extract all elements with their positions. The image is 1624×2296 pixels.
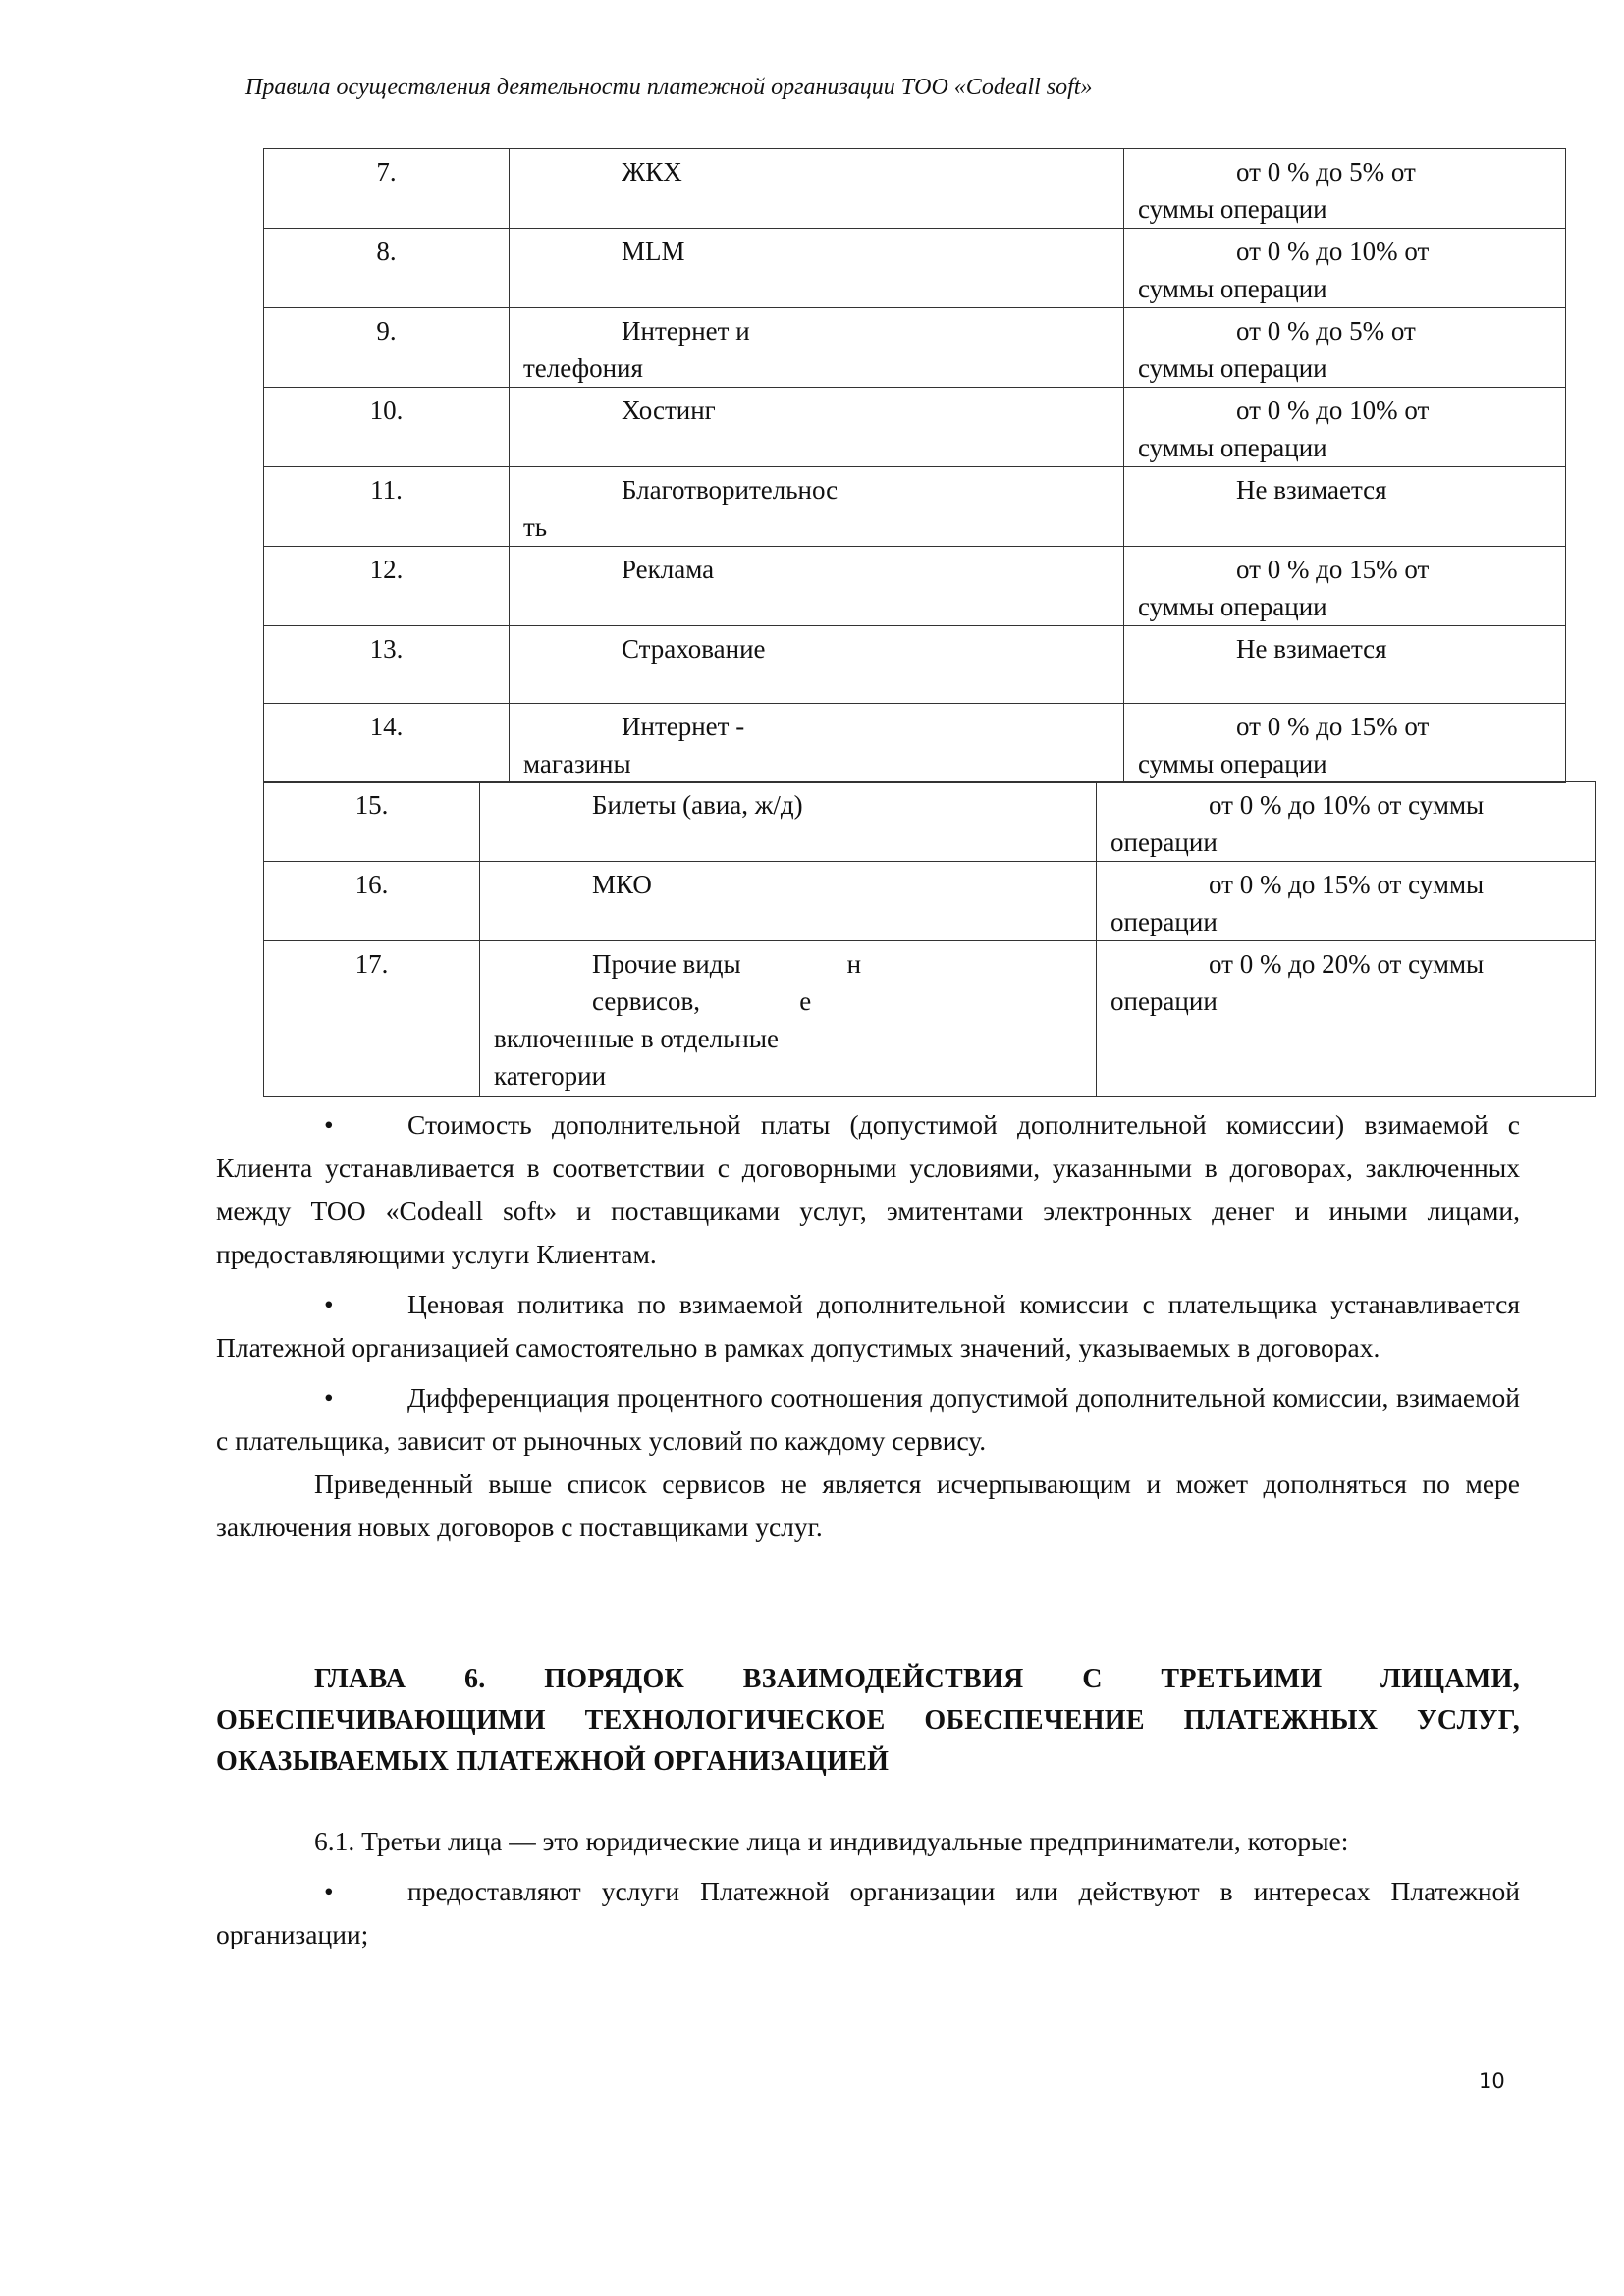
- clause-6-1: 6.1. Третьи лица — это юридические лица и индивидуальные предприниматели, которые:: [314, 1826, 1349, 1856]
- service-name: Благотворительнос ть: [510, 467, 1124, 547]
- fee-value: от 0 % до 5% от суммы операции: [1124, 149, 1566, 229]
- row-number: 13.: [264, 626, 510, 704]
- row-number: 9.: [264, 308, 510, 388]
- row-number: 11.: [264, 467, 510, 547]
- table-row: [264, 626, 1566, 704]
- table-row: [264, 229, 1566, 308]
- service-name: Интернет - магазины: [510, 704, 1124, 783]
- service-name: MLM: [510, 229, 1124, 308]
- fee-table-part-1: [263, 148, 1566, 783]
- table-row: [264, 704, 1566, 783]
- table-row: [264, 467, 1566, 547]
- fee-value: от 0 % до 10% от суммы операции: [1124, 388, 1566, 467]
- table-row: [264, 547, 1566, 626]
- service-name: Интернет и телефония: [510, 308, 1124, 388]
- chapter-heading: ГЛАВА 6. ПОРЯДОК ВЗАИМОДЕЙСТВИЯ С ТРЕТЬИМИ ЛИЦАМИ, ОБЕСПЕЧИВАЮЩИМИ ТЕХНОЛОГИЧЕСКОЕ ОБЕСПЕЧЕНИЕ ПЛАТЕЖНЫХ УСЛУГ, ОКАЗЫВАЕМЫХ ПЛАТЕЖНОЙ ОРГАНИЗАЦИЕЙ: [216, 1664, 1520, 1777]
- bullet-paragraph: [216, 1870, 1520, 1956]
- service-name: Страхование: [510, 626, 1124, 704]
- running-header: Правила осуществления деятельности платежной организации ТОО «Codeall soft»: [245, 75, 1093, 100]
- table-row: [264, 862, 1596, 941]
- page-number: 10: [1479, 2069, 1505, 2093]
- fee-policy-section: [216, 1103, 1520, 1549]
- service-name: МКО: [480, 862, 1097, 941]
- fee-value: Не взимается: [1124, 467, 1566, 547]
- service-name: Реклама: [510, 547, 1124, 626]
- row-number: 14.: [264, 704, 510, 783]
- row-number: 10.: [264, 388, 510, 467]
- row-number: 8.: [264, 229, 510, 308]
- service-name: ЖКХ: [510, 149, 1124, 229]
- service-name: Хостинг: [510, 388, 1124, 467]
- table-row: [264, 782, 1596, 862]
- bullet-text: Дифференциация процентного соотношения допустимой дополнительной комиссии, взимаемой с плательщика, зависит от рыночных условий по каждому сервису.: [216, 1382, 1520, 1456]
- row-number: 7.: [264, 149, 510, 229]
- fee-value: от 0 % до 20% от суммы операции: [1097, 941, 1596, 1097]
- bullet-paragraph: [216, 1103, 1520, 1276]
- table-row: [264, 388, 1566, 467]
- row-number: 17.: [264, 941, 480, 1097]
- service-name: Прочие виды н сервисов, е включенные в отдельные категории: [480, 941, 1097, 1097]
- bullet-text: Ценовая политика по взимаемой дополнительной комиссии с плательщика устанавливается Платежной организацией самостоятельно в рамках допустимых значений, указываемых в договорах.: [216, 1289, 1520, 1362]
- fee-value: от 0 % до 10% от суммы операции: [1124, 229, 1566, 308]
- chapter-6-section: [216, 1659, 1520, 1956]
- fee-value: от 0 % до 5% от суммы операции: [1124, 308, 1566, 388]
- fee-table-part-2: [263, 781, 1596, 1097]
- bullet-icon: •: [324, 1289, 334, 1319]
- table-row: [264, 308, 1566, 388]
- service-name: Билеты (авиа, ж/д): [480, 782, 1097, 862]
- row-number: 15.: [264, 782, 480, 862]
- bullet-icon: •: [324, 1382, 334, 1413]
- services-note-paragraph: Приведенный выше список сервисов не является исчерпывающим и может дополняться по мере заключения новых договоров с поставщиками услуг.: [216, 1468, 1520, 1542]
- bullet-icon: •: [324, 1109, 334, 1140]
- bullet-paragraph: [216, 1283, 1520, 1369]
- fee-value: от 0 % до 15% от суммы операции: [1124, 704, 1566, 783]
- fee-value: от 0 % до 15% от суммы операции: [1097, 862, 1596, 941]
- row-number: 16.: [264, 862, 480, 941]
- table-row: [264, 149, 1566, 229]
- fee-value: от 0 % до 10% от суммы операции: [1097, 782, 1596, 862]
- fee-value: от 0 % до 15% от суммы операции: [1124, 547, 1566, 626]
- bullet-paragraph: [216, 1376, 1520, 1463]
- fee-value: Не взимается: [1124, 626, 1566, 704]
- row-number: 12.: [264, 547, 510, 626]
- table-row: [264, 941, 1596, 1097]
- bullet-text: предоставляют услуги Платежной организации или действуют в интересах Платежной организации;: [216, 1876, 1520, 1949]
- bullet-text: Стоимость дополнительной платы (допустимой дополнительной комиссии) взимаемой с Клиента устанавливается в соответствии с договорными условиями, указанными в договорах, заключенных между ТОО «Codeall soft» и поставщиками услуг, эмитентами электронных денег и иными лицами, предоставляющими услуги Клиентам.: [216, 1109, 1520, 1269]
- bullet-icon: •: [324, 1876, 334, 1906]
